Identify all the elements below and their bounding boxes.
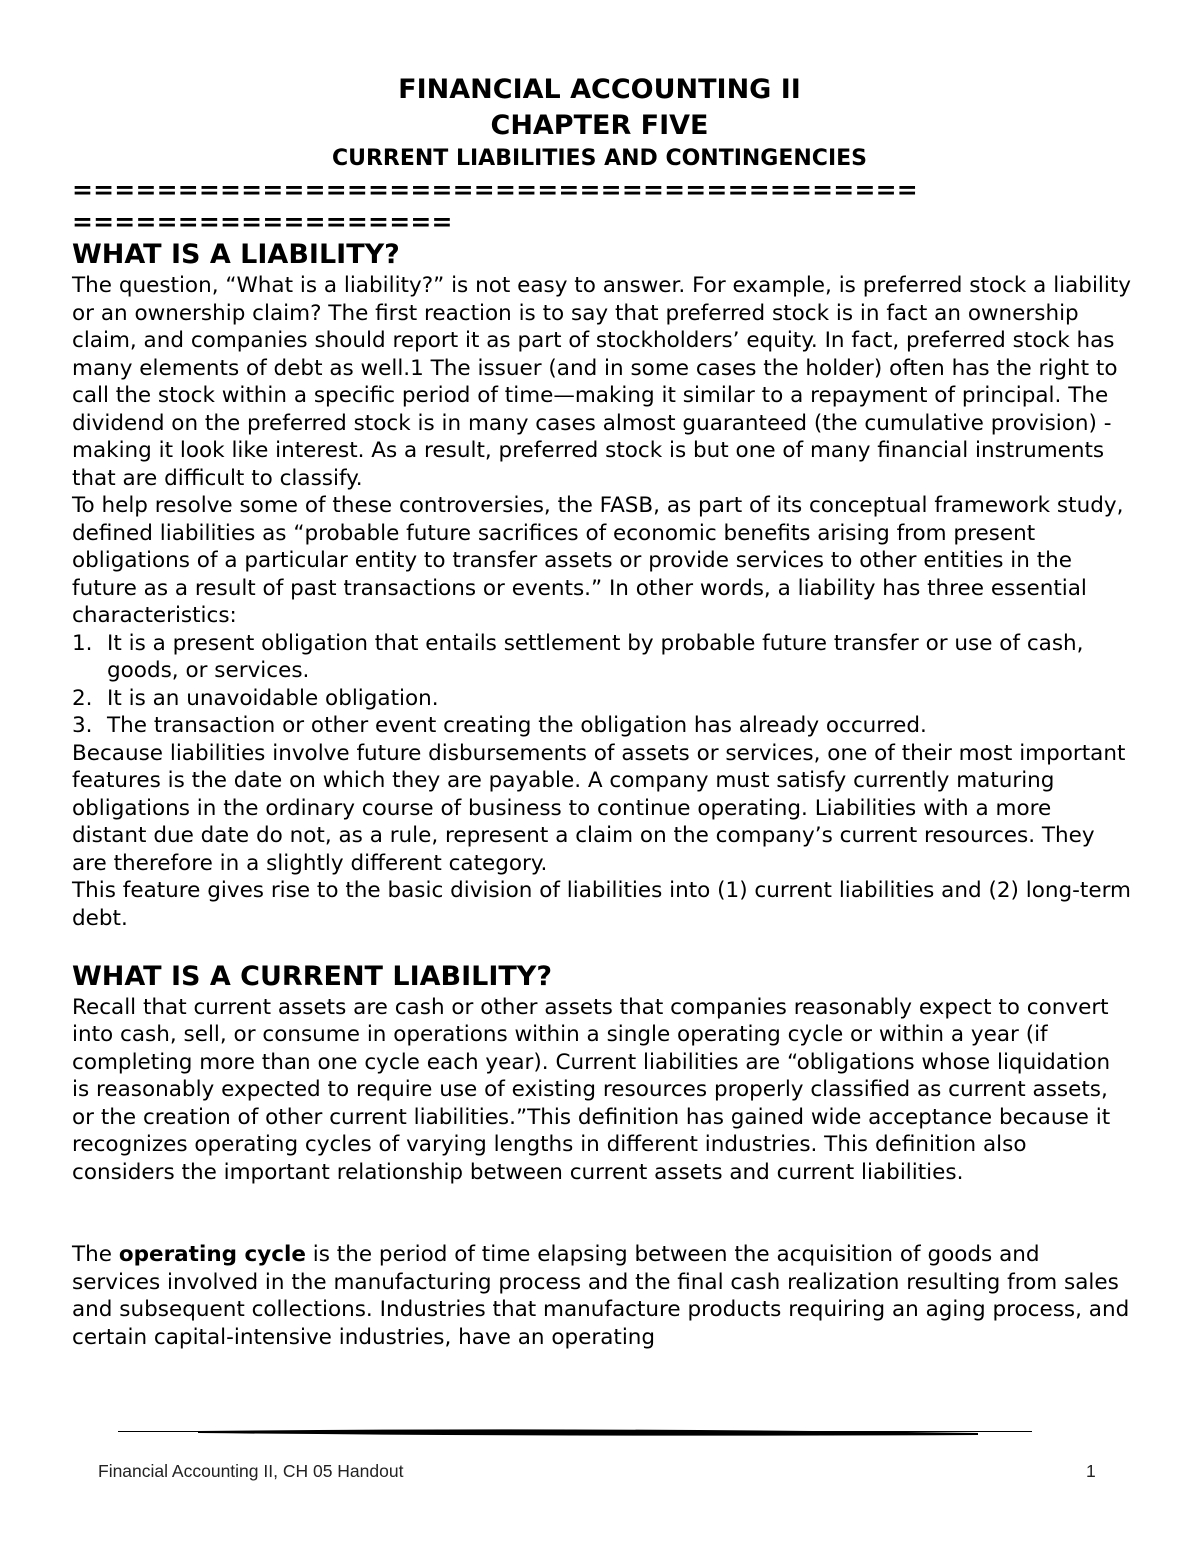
separator-rule-2: ================== <box>72 207 453 236</box>
section-heading-liability: WHAT IS A LIABILITY? <box>72 239 400 270</box>
document-page <box>72 72 1132 1351</box>
section-heading-current-liability: WHAT IS A CURRENT LIABILITY? <box>72 960 553 992</box>
paragraph-preferred-stock: The question, “What is a liability?” is not easy to answer. For example, is preferred stock a liability or an ownership claim? The first reaction is to say that preferred stock is in fact an ownership claim, and companies should report it as part of stockholders’ equity. In fact, preferred stock has many elements of debt as well.1 The issuer (and in some cases the holder) often has the right to call the stock within a specific period of time—making it similar to a repayment of principal. The dividend on the preferred stock is in many cases almost guaranteed (the cumulative provision) - making it look like interest. As a result, preferred stock is but one of many financial instruments that are difficult to classify. <box>72 273 1132 491</box>
paragraph-operating-cycle <box>72 1241 1132 1351</box>
operating-cycle-term: operating cycle <box>118 1242 306 1267</box>
operating-cycle-prefix: The <box>72 1242 119 1267</box>
list-item-text: It is an unavoidable obligation. <box>107 685 439 711</box>
spacer <box>72 932 1132 960</box>
list-item-text: It is a present obligation that entails settlement by probable future transfer or use of cash, goods, or services. <box>107 630 1084 683</box>
operating-cycle-text: is the period of time elapsing between the acquisition of goods and services involved in the manufacturing process and the final cash realization resulting from sales and subsequent collections. Industries that manufacture products requiring an aging process, and certain capital-intensive industries, have an operating <box>72 1242 1130 1350</box>
list-item <box>72 712 1132 740</box>
paragraph-payable-date: Because liabilities involve future disbursements of assets or services, one of their most important features is the date on which they are payable. A company must satisfy currently maturing obligations in the ordinary course of business to continue operating. Liabilities with a more distant due date do not, as a rule, represent a claim on the company’s current resources. They are therefore in a slightly different category. <box>72 740 1126 876</box>
paragraph-current-assets: Recall that current assets are cash or other assets that companies reasonably expect to convert into cash, sell, or consume in operations within a single operating cycle or within a year (if completing more than one cycle each year). Current liabilities are “obligations whose liquidation is reasonably expected to require use of existing resources properly classified as current assets, or the creation of other current liabilities.”This definition has gained wide acceptance because it recognizes operating cycles of varying lengths in different industries. This definition also considers the important relationship between current assets and current liabilities. <box>72 994 1111 1185</box>
paragraph-division: This feature gives rise to the basic division of liabilities into (1) current liabilities and (2) long-term debt. <box>72 878 1131 931</box>
list-item <box>72 685 1132 713</box>
chapter-subtitle: CURRENT LIABILITIES AND CONTINGENCIES <box>331 146 868 171</box>
page-number: 1 <box>1086 1461 1096 1481</box>
list-item-number: 3. <box>72 713 93 738</box>
chapter-title: CHAPTER FIVE <box>490 110 709 141</box>
list-item-number: 2. <box>72 685 93 711</box>
footer-text: Financial Accounting II, CH 05 Handout <box>98 1461 404 1481</box>
list-item-text: The transaction or other event creating the obligation has already occurred. <box>107 713 927 738</box>
list-item-number: 1. <box>72 630 93 656</box>
spacer <box>72 1186 1132 1241</box>
list-item <box>72 630 1132 685</box>
characteristics-list <box>72 630 1132 740</box>
footer-divider <box>118 1428 1032 1440</box>
document-title: FINANCIAL ACCOUNTING II <box>398 74 801 105</box>
separator-rule-1: ======================================== <box>72 175 918 204</box>
paragraph-fasb-definition: To help resolve some of these controversies, the FASB, as part of its conceptual framework study, defined liabilities as “probable future sacrifices of economic benefits arising from present obligations of a particular entity to transfer assets or provide services to other entities in the future as a result of past transactions or events.” In other words, a liability has three essential characteristics: <box>72 493 1124 628</box>
